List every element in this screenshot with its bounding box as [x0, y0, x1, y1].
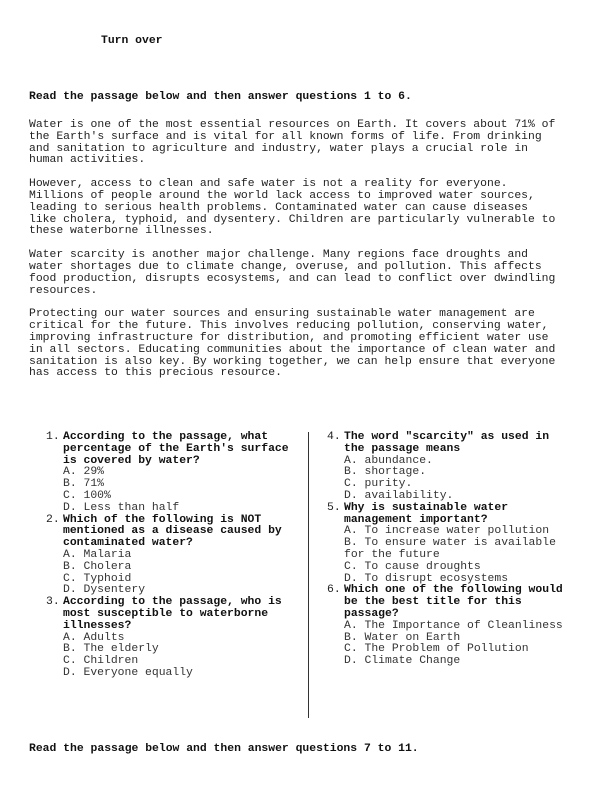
question-1 — [46, 432, 308, 515]
passage-paragraph-1: Water is one of the most essential resources on Earth. It covers about 71% of the Earth's surface and is vital for all known forms of life. From drinking and sanitation to agriculture and industry, water plays a crucial role in human activities. — [29, 119, 556, 167]
answer-option: B. Water on Earth — [344, 631, 461, 644]
question-3 — [46, 597, 308, 680]
answer-option: C. Typhoid — [63, 572, 132, 585]
question-text: According to the passage, who is most susceptible to waterborne illnesses? — [63, 596, 282, 632]
answer-option: C. 100% — [63, 489, 111, 502]
answer-option: C. To cause droughts — [344, 560, 481, 573]
question-text: The word "scarcity" as used in the passage means — [344, 431, 550, 455]
question-number: 3. — [46, 596, 60, 609]
answer-option: B. Cholera — [63, 560, 132, 573]
question-number: 1. — [46, 431, 60, 443]
answer-option: A. abundance. — [344, 454, 433, 467]
answer-option: A. Malaria — [63, 548, 132, 561]
answer-option: C. purity. — [344, 478, 413, 491]
answer-option: A. To increase water pollution — [344, 525, 550, 538]
question-text: Which of the following is NOT mentioned as a disease caused by contaminated water? — [63, 513, 282, 550]
answer-option: A. The Importance of Cleanliness — [344, 619, 563, 632]
passage-paragraph-2: However, access to clean and safe water is not a reality for everyone. Millions of people around the world lack access to improved water sources, leading to serious health problems. Contaminated water can cause diseases like cholera, typhoid, and dysentery. Children are particularly vulnerable to these waterborne illnesses. — [29, 178, 556, 238]
question-text: Why is sustainable water management important? — [344, 501, 509, 526]
answer-option: A. Adults — [63, 631, 125, 644]
question-number: 4. — [327, 431, 341, 443]
answer-option: D. To disrupt ecosystems — [344, 572, 509, 585]
question-text: According to the passage, what percentage of the Earth's surface is covered by water? — [63, 431, 289, 467]
question-number: 5. — [327, 501, 341, 514]
answer-option: C. Children — [63, 655, 139, 668]
instructions-questions-1-6: Read the passage below and then answer questions 1 to 6. — [29, 91, 412, 103]
question-6 — [327, 585, 589, 668]
answer-option: A. 29% — [63, 466, 105, 479]
answer-option: C. The Problem of Pollution — [344, 643, 529, 656]
question-text: Which one of the following would be the best title for this passage? — [344, 584, 563, 620]
instructions-questions-7-11: Read the passage below and then answer questions 7 to 11. — [29, 743, 419, 755]
answer-option: D. Less than half — [63, 501, 180, 514]
answer-option: D. Climate Change — [344, 655, 461, 668]
question-number: 2. — [46, 513, 60, 526]
questions-right-column — [327, 432, 589, 668]
answer-option: B. shortage. — [344, 466, 427, 479]
answer-option: B. 71% — [63, 478, 105, 491]
passage-paragraph-3: Water scarcity is another major challenge. Many regions face droughts and water shortages due to climate change, overuse, and pollution. This affects food production, disrupts ecosystems, and can lead to conflict over dwindling resources. — [29, 249, 556, 297]
reading-passage — [29, 120, 589, 392]
question-2 — [46, 515, 308, 598]
answer-option: D. availability. — [344, 489, 454, 502]
questions-left-column — [46, 432, 308, 680]
column-divider — [308, 432, 309, 718]
turn-over-label: Turn over — [101, 35, 163, 47]
answer-option: D. Everyone equally — [63, 666, 193, 679]
answer-option: B. The elderly — [63, 643, 159, 656]
question-number: 6. — [327, 584, 341, 597]
passage-paragraph-4: Protecting our water sources and ensuring sustainable water management are critical for the future. This involves reducing pollution, conserving water, improving infrastructure for distribution, and promoting efficient water use in all sectors. Educating communities about the importance of clean water and sanitation is also key. By working together, we can help ensure that everyone has access to this precious resource. — [29, 308, 556, 380]
answer-option: D. Dysentery — [63, 584, 146, 597]
answer-option: B. To ensure water is available for the future — [344, 537, 556, 561]
question-5 — [327, 503, 589, 586]
question-4 — [327, 432, 589, 503]
